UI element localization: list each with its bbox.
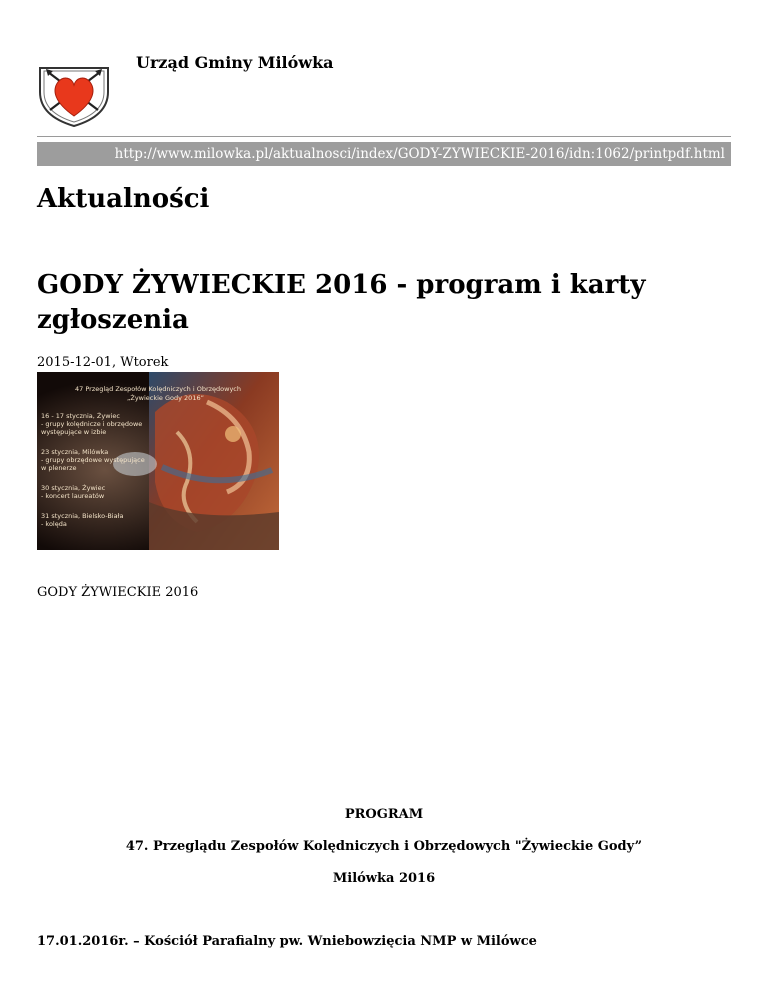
poster-heading-line2: „Żywieckie Gody 2016” [127,394,204,402]
poster-item-1: 16 - 17 stycznia, Żywiec [41,412,120,420]
poster-item-5: - grupy obrzędowe występujące [41,456,145,464]
page-header [0,0,768,162]
header-divider [37,136,731,137]
program-place-year: Milówka 2016 [332,871,436,886]
page-url[interactable]: http://www.milowka.pl/aktualnosci/index/GODY-ZYWIECKIE-2016/idn:1062/printpdf.html [37,142,731,166]
section-title: Aktualności [37,184,210,214]
event-poster-image [37,372,279,550]
image-caption: GODY ŻYWIECKIE 2016 [37,585,199,600]
poster-item-8: - koncert laureatów [41,492,105,500]
poster-item-3: występujące w izbie [41,428,107,436]
poster-item-2: - grupy kolędnicze i obrzędowe [41,420,143,428]
program-subtitle: 47. Przeglądu Zespołów Kolędniczych i Obrzędowych "Żywieckie Gody” [125,839,643,854]
coat-of-arms-logo [34,58,114,128]
poster-heading-line1: 47 Przegląd Zespołów Kolędniczych i Obrzędowych [75,385,242,393]
poster-item-4: 23 stycznia, Milówka [41,448,109,456]
poster-item-7: 30 stycznia, Żywiec [41,484,106,492]
poster-item-6: w plenerze [41,464,77,472]
schedule-entry: 17.01.2016r. – Kościół Parafialny pw. Wniebowzięcia NMP w Milówce [37,934,537,949]
article-date: 2015-12-01, Wtorek [37,355,169,370]
article-title: GODY ŻYWIECKIE 2016 - program i karty zgłoszenia [37,270,646,335]
poster-item-9: 31 stycznia, Bielsko-Biała [41,512,124,520]
poster-item-10: - kolęda [41,520,67,528]
office-name: Urząd Gminy Milówka [136,53,334,72]
program-heading: PROGRAM [344,807,424,822]
